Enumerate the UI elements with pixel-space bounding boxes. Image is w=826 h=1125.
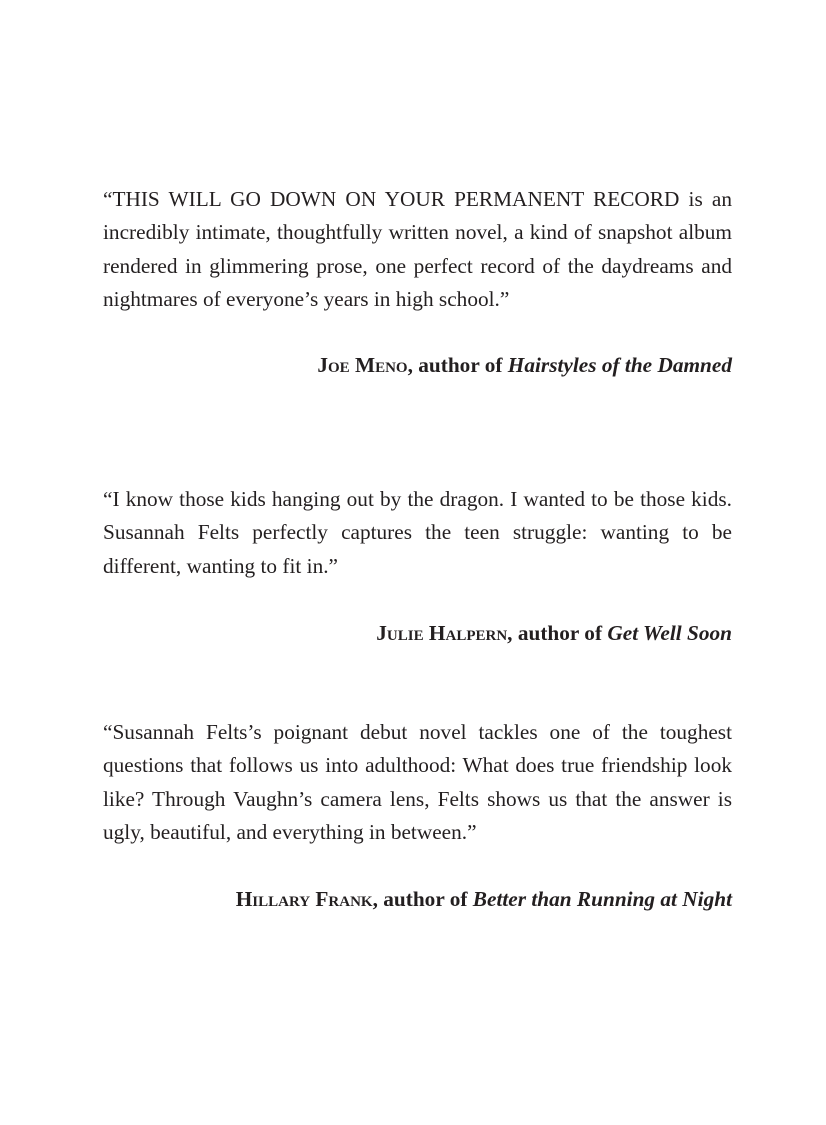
blurb bbox=[103, 483, 732, 650]
attribution-author-name: Hillary Frank bbox=[235, 887, 373, 912]
attribution-author-name: Joe Meno bbox=[317, 353, 408, 378]
attribution-book-title: Better than Running at Night bbox=[472, 887, 732, 912]
blurb-attribution bbox=[103, 349, 732, 382]
blurb-quote: “I know those kids hanging out by the dragon. I wanted to be those kids. Susannah Felts perfectly captures the teen struggle: wanting to be different, wanting to fit in.” bbox=[103, 487, 732, 578]
blurb-attribution bbox=[103, 617, 732, 650]
blurb-attribution bbox=[103, 883, 732, 916]
blurb bbox=[103, 183, 732, 382]
attribution-connector: , author of bbox=[372, 887, 473, 912]
blurb bbox=[103, 716, 732, 916]
blurb-quote: “THIS WILL GO DOWN ON YOUR PERMANENT RECORD is an incredibly intimate, thoughtfully written novel, a kind of snapshot album rendered in glimmering prose, one perfect record of the daydreams and nightmares of everyone’s years in high school.” bbox=[103, 187, 732, 311]
attribution-connector: , author of bbox=[407, 353, 508, 378]
praise-page bbox=[103, 0, 732, 1125]
blurb-quote: “Susannah Felts’s poignant debut novel tackles one of the toughest questions that follows us into adulthood: What does true friendship look like? Through Vaughn’s camera lens, Felts shows us that the answer is ugly, beautiful, and everything in between.” bbox=[103, 720, 732, 844]
attribution-book-title: Get Well Soon bbox=[607, 620, 732, 645]
attribution-connector: , author of bbox=[507, 620, 608, 645]
attribution-author-name: Julie Halpern bbox=[376, 620, 508, 645]
attribution-book-title: Hairstyles of the Damned bbox=[507, 353, 732, 378]
